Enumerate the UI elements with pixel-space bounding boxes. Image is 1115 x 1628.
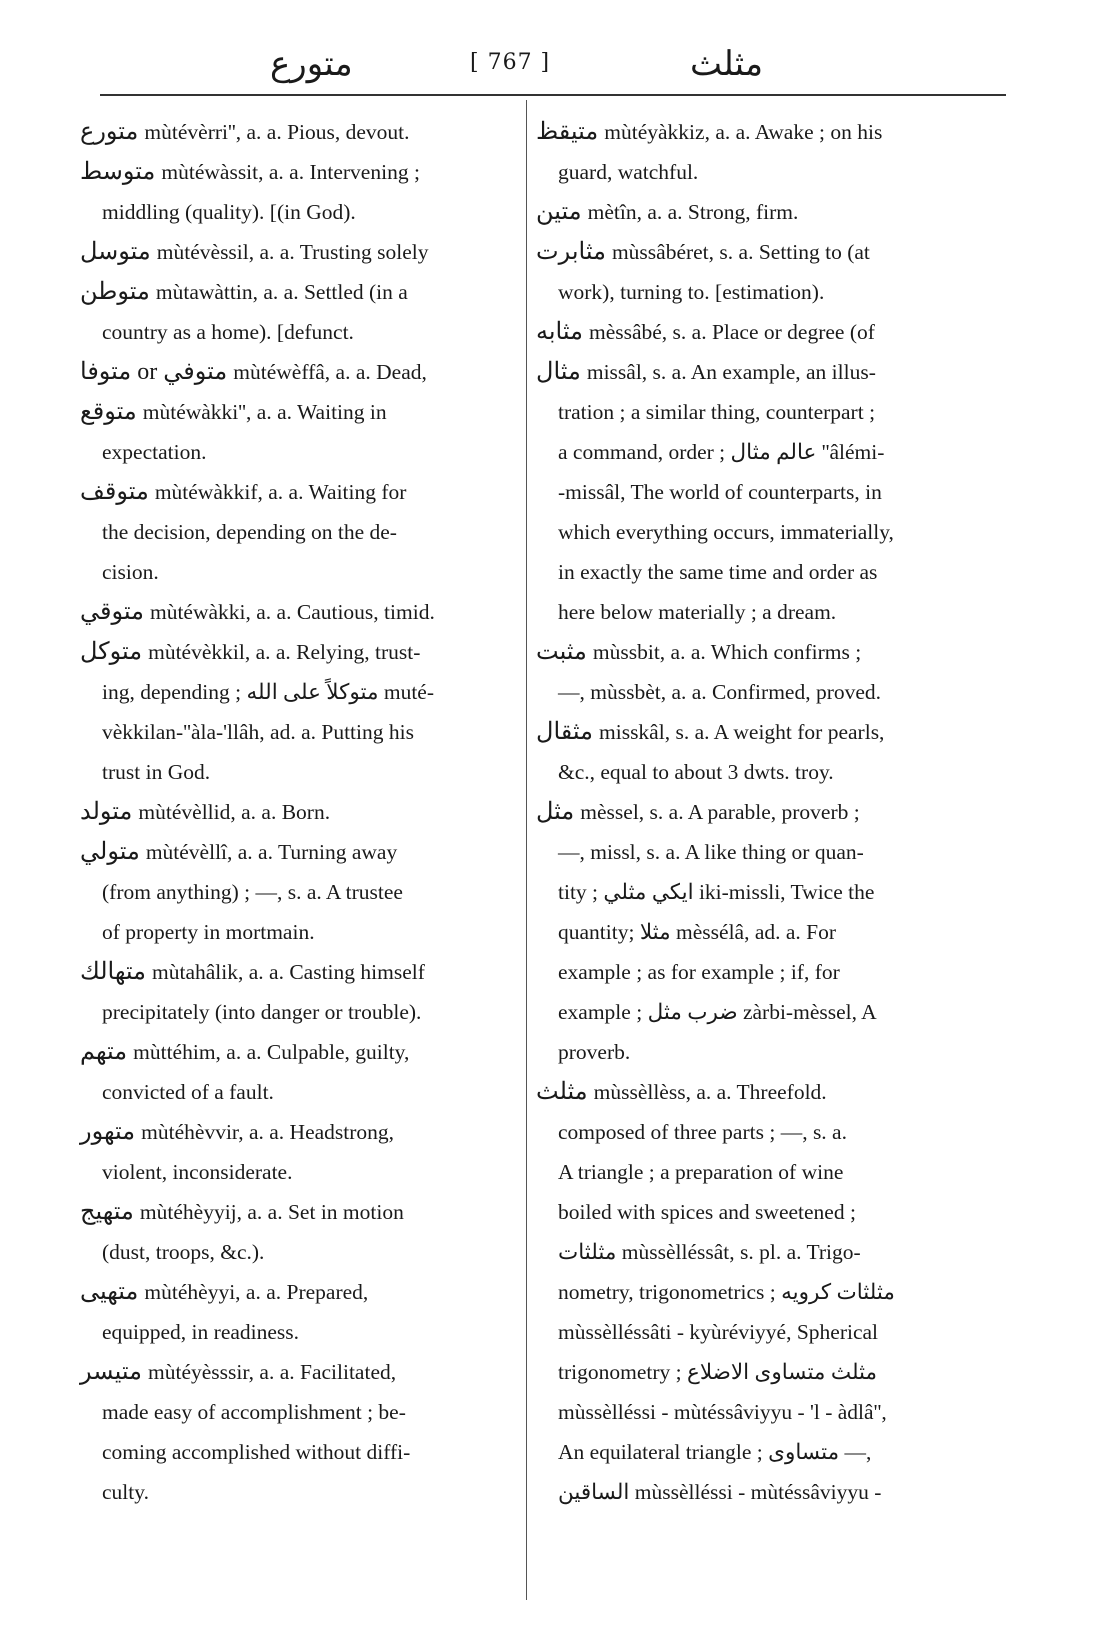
arabic-headword: مثال bbox=[536, 359, 581, 385]
dictionary-line bbox=[80, 632, 500, 672]
entry-text: ing, depending ; متوكلاً على الله muté- bbox=[102, 680, 435, 704]
arabic-headword: مثبت bbox=[536, 639, 587, 665]
arabic-headword: مثلث bbox=[536, 1079, 588, 1105]
entry-text: cision. bbox=[102, 560, 159, 584]
dictionary-line bbox=[80, 1272, 500, 1312]
entry-text: the decision, depending on the de- bbox=[102, 520, 397, 544]
entry-text: mùtahâlik, a. a. Casting himself bbox=[152, 960, 425, 984]
dictionary-line bbox=[80, 1312, 500, 1352]
entry-text: mètîn, a. a. Strong, firm. bbox=[587, 200, 799, 224]
entry-text: mùtéwàkki, a. a. Cautious, timid. bbox=[149, 600, 435, 624]
dictionary-line bbox=[536, 832, 954, 872]
arabic-headword: مثقال bbox=[536, 719, 593, 745]
dictionary-line bbox=[80, 672, 500, 712]
dictionary-line bbox=[536, 1392, 954, 1432]
entry-text: mùtévèkkil, a. a. Relying, trust- bbox=[148, 640, 421, 664]
dictionary-line bbox=[536, 1472, 954, 1512]
entry-text: violent, inconsiderate. bbox=[102, 1160, 293, 1184]
dictionary-line bbox=[536, 1192, 954, 1232]
entry-text: tity ; ايكي مثلي iki-missli, Twice the bbox=[558, 880, 875, 904]
entry-text: which everything occurs, immaterially, bbox=[558, 520, 894, 544]
entry-text: example ; ضرب مثل zàrbi-mèssel, A bbox=[558, 1000, 877, 1024]
arabic-headword: متوطن bbox=[80, 279, 150, 305]
dictionary-line bbox=[80, 1032, 500, 1072]
arabic-headword: متولد bbox=[80, 799, 133, 825]
page-header bbox=[100, 44, 1000, 88]
dictionary-line bbox=[80, 152, 500, 192]
entry-text: of property in mortmain. bbox=[102, 920, 315, 944]
entry-text: mùtéyèsssir, a. a. Facilitated, bbox=[148, 1360, 397, 1384]
column-divider bbox=[526, 100, 527, 1600]
dictionary-line bbox=[536, 112, 954, 152]
dictionary-line bbox=[80, 112, 500, 152]
left-column bbox=[80, 112, 500, 1512]
entry-text: trust in God. bbox=[102, 760, 211, 784]
arabic-headword: متوقي bbox=[80, 599, 144, 625]
entry-text: culty. bbox=[102, 1480, 149, 1504]
dictionary-line bbox=[80, 1432, 500, 1472]
dictionary-line bbox=[80, 1152, 500, 1192]
arabic-headword: متهور bbox=[80, 1119, 136, 1145]
dictionary-line bbox=[536, 712, 954, 752]
dictionary-line bbox=[80, 352, 500, 392]
dictionary-line bbox=[536, 1432, 954, 1472]
entry-text: precipitately (into danger or trouble). bbox=[102, 1000, 422, 1024]
entry-text: convicted of a fault. bbox=[102, 1080, 274, 1104]
dictionary-line bbox=[536, 592, 954, 632]
entry-text: vèkkilan-''àla-'llâh, ad. a. Putting his bbox=[102, 720, 414, 744]
dictionary-line bbox=[80, 712, 500, 752]
entry-text: coming accomplished without diffi- bbox=[102, 1440, 411, 1464]
entry-text: mùtévèllî, a. a. Turning away bbox=[145, 840, 398, 864]
entry-text: boiled with spices and sweetened ; bbox=[558, 1200, 856, 1224]
entry-text: expectation. bbox=[102, 440, 207, 464]
arabic-headword: مثابه bbox=[536, 319, 583, 345]
dictionary-line bbox=[536, 952, 954, 992]
arabic-headword: متيسر bbox=[80, 1359, 142, 1385]
entry-text: mùtéwàkkif, a. a. Waiting for bbox=[154, 480, 407, 504]
dictionary-line bbox=[80, 832, 500, 872]
entry-text: mùssâbéret, s. a. Setting to (at bbox=[611, 240, 870, 264]
entry-text: here below materially ; a dream. bbox=[558, 600, 837, 624]
arabic-headword: متوفي or متوفا bbox=[80, 359, 228, 385]
entry-text: mùssèllèss, a. a. Threefold. bbox=[593, 1080, 827, 1104]
entry-text: mùtéwàkki'', a. a. Waiting in bbox=[142, 400, 387, 424]
arabic-headword: مثل bbox=[536, 799, 575, 825]
dictionary-line bbox=[536, 1272, 954, 1312]
entry-text: made easy of accomplishment ; be- bbox=[102, 1400, 406, 1424]
entry-text: mèssel, s. a. A parable, proverb ; bbox=[580, 800, 860, 824]
dictionary-line bbox=[536, 752, 954, 792]
dictionary-line bbox=[536, 912, 954, 952]
entry-text: A triangle ; a preparation of wine bbox=[558, 1160, 844, 1184]
entry-text: mùtéhèyyij, a. a. Set in motion bbox=[139, 1200, 404, 1224]
dictionary-line bbox=[536, 472, 954, 512]
dictionary-line bbox=[536, 872, 954, 912]
dictionary-line bbox=[80, 272, 500, 312]
dictionary-line bbox=[80, 1392, 500, 1432]
arabic-headword: متوقع bbox=[80, 399, 137, 425]
entry-text: &c., equal to about 3 dwts. troy. bbox=[558, 760, 834, 784]
dictionary-line bbox=[536, 232, 954, 272]
entry-text: mùssèlléssâti - kyùréviyyé, Spherical bbox=[558, 1320, 879, 1344]
entry-text: الساقين mùssèlléssi - mùtéssâviyyu - bbox=[558, 1480, 882, 1504]
dictionary-line bbox=[536, 352, 954, 392]
dictionary-line bbox=[80, 592, 500, 632]
entry-text: مثلثات mùssèlléssât, s. pl. a. Trigo- bbox=[558, 1240, 861, 1264]
entry-text: mèssâbé, s. a. Place or degree (of bbox=[588, 320, 875, 344]
arabic-headword: متهيج bbox=[80, 1199, 134, 1225]
entry-text: mùtéhèyyi, a. a. Prepared, bbox=[144, 1280, 369, 1304]
entry-text: (dust, troops, &c.). bbox=[102, 1240, 265, 1264]
dictionary-line bbox=[536, 512, 954, 552]
dictionary-line bbox=[536, 392, 954, 432]
page-number: [ 767 ] bbox=[470, 50, 551, 75]
header-right-catchword: مثلث bbox=[690, 44, 764, 84]
entry-text: mùtéwàssit, a. a. Intervening ; bbox=[161, 160, 420, 184]
entry-text: work), turning to. [estimation). bbox=[558, 280, 825, 304]
entry-text: trigonometry ; مثلث متساوى الاضلاع bbox=[558, 1360, 878, 1384]
entry-text: in exactly the same time and order as bbox=[558, 560, 878, 584]
arabic-headword: متوسل bbox=[80, 239, 151, 265]
arabic-headword: متيقظ bbox=[536, 119, 599, 145]
entry-text: mùssèlléssi - mùtéssâviyyu - 'l - àdlâ'', bbox=[558, 1400, 887, 1424]
dictionary-line bbox=[80, 552, 500, 592]
dictionary-line bbox=[80, 912, 500, 952]
entry-text: composed of three parts ; —, s. a. bbox=[558, 1120, 847, 1144]
dictionary-line bbox=[536, 432, 954, 472]
entry-text: -missâl, The world of counterparts, in bbox=[558, 480, 882, 504]
dictionary-line bbox=[536, 632, 954, 672]
dictionary-line bbox=[80, 392, 500, 432]
arabic-headword: مثابرت bbox=[536, 239, 606, 265]
dictionary-line bbox=[536, 992, 954, 1032]
dictionary-line bbox=[536, 792, 954, 832]
dictionary-line bbox=[80, 472, 500, 512]
entry-text: mùttéhim, a. a. Culpable, guilty, bbox=[133, 1040, 410, 1064]
dictionary-line bbox=[536, 672, 954, 712]
dictionary-line bbox=[536, 312, 954, 352]
arabic-headword: متين bbox=[536, 199, 582, 225]
dictionary-line bbox=[80, 1232, 500, 1272]
arabic-headword: متهالك bbox=[80, 959, 147, 985]
entry-text: mùtéwèffâ, a. a. Dead, bbox=[233, 360, 427, 384]
entry-text: equipped, in readiness. bbox=[102, 1320, 300, 1344]
dictionary-line bbox=[80, 232, 500, 272]
arabic-headword: متوقف bbox=[80, 479, 149, 505]
entry-text: tration ; a similar thing, counterpart ; bbox=[558, 400, 876, 424]
dictionary-line bbox=[536, 1312, 954, 1352]
dictionary-line bbox=[80, 1352, 500, 1392]
arabic-headword: متوكل bbox=[80, 639, 143, 665]
dictionary-line bbox=[536, 1072, 954, 1112]
entry-text: country as a home). [defunct. bbox=[102, 320, 354, 344]
dictionary-line bbox=[80, 1072, 500, 1112]
dictionary-line bbox=[80, 312, 500, 352]
entry-text: quantity; مثلا mèssélâ, ad. a. For bbox=[558, 920, 837, 944]
dictionary-line bbox=[536, 192, 954, 232]
dictionary-line bbox=[80, 752, 500, 792]
dictionary-line bbox=[80, 1472, 500, 1512]
header-rule bbox=[100, 94, 1006, 96]
dictionary-line bbox=[536, 1032, 954, 1072]
entry-text: mùtévèrri'', a. a. Pious, devout. bbox=[144, 120, 410, 144]
dictionary-line bbox=[80, 792, 500, 832]
dictionary-line bbox=[536, 152, 954, 192]
entry-text: —, missl, s. a. A like thing or quan- bbox=[558, 840, 864, 864]
entry-text: proverb. bbox=[558, 1040, 631, 1064]
dictionary-line bbox=[536, 1152, 954, 1192]
entry-text: middling (quality). [(in God). bbox=[102, 200, 356, 224]
entry-text: misskâl, s. a. A weight for pearls, bbox=[599, 720, 885, 744]
entry-text: example ; as for example ; if, for bbox=[558, 960, 840, 984]
entry-text: —, mùssbèt, a. a. Confirmed, proved. bbox=[558, 680, 882, 704]
dictionary-line bbox=[80, 1192, 500, 1232]
entry-text: missâl, s. a. An example, an illus- bbox=[586, 360, 876, 384]
dictionary-line bbox=[536, 272, 954, 312]
arabic-headword: متوسط bbox=[80, 159, 156, 185]
dictionary-line bbox=[80, 512, 500, 552]
dictionary-line bbox=[536, 1112, 954, 1152]
dictionary-line bbox=[80, 432, 500, 472]
entry-text: mùtéhèvvir, a. a. Headstrong, bbox=[141, 1120, 395, 1144]
dictionary-line bbox=[536, 1232, 954, 1272]
entry-text: mùtévèllid, a. a. Born. bbox=[138, 800, 331, 824]
entry-text: (from anything) ; —, s. a. A trustee bbox=[102, 880, 403, 904]
entry-text: mùtawàttin, a. a. Settled (in a bbox=[155, 280, 408, 304]
dictionary-line bbox=[80, 952, 500, 992]
entry-text: mùtévèssil, a. a. Trusting solely bbox=[156, 240, 429, 264]
entry-text: mùssbit, a. a. Which confirms ; bbox=[592, 640, 862, 664]
dictionary-line bbox=[80, 992, 500, 1032]
entry-text: guard, watchful. bbox=[558, 160, 699, 184]
dictionary-line bbox=[80, 192, 500, 232]
entry-text: nometry, trigonometrics ; مثلثات كرويه bbox=[558, 1280, 895, 1304]
entry-text: a command, order ; عالم مثال ''âlémi- bbox=[558, 440, 885, 464]
dictionary-line bbox=[536, 552, 954, 592]
arabic-headword: متهم bbox=[80, 1039, 128, 1065]
right-column bbox=[536, 112, 954, 1512]
header-left-catchword: متورع bbox=[270, 44, 353, 84]
dictionary-line bbox=[80, 872, 500, 912]
entry-text: mùtéyàkkiz, a. a. Awake ; on his bbox=[604, 120, 883, 144]
entry-text: An equilateral triangle ; متساوى —, bbox=[558, 1440, 872, 1464]
arabic-headword: متولي bbox=[80, 839, 140, 865]
dictionary-line bbox=[536, 1352, 954, 1392]
arabic-headword: متورع bbox=[80, 119, 139, 145]
arabic-headword: متهيى bbox=[80, 1279, 139, 1305]
dictionary-line bbox=[80, 1112, 500, 1152]
